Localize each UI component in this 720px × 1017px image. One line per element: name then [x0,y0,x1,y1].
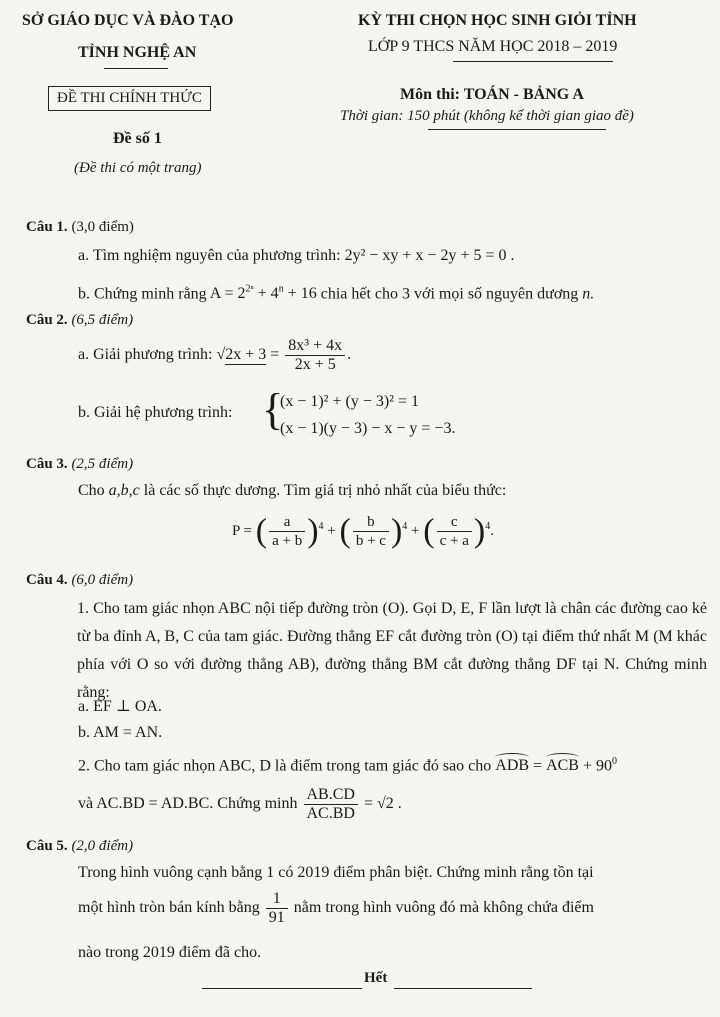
q1a [78,247,515,265]
q2a-text: a. Giải phương trình: [78,346,213,364]
q1b [78,284,594,303]
header-rule-left [104,68,168,69]
q3-exp2: 4 [402,520,408,532]
official-box: ĐỀ THI CHÍNH THỨC [48,86,211,111]
q3-heading [26,456,133,473]
q3-f1n: a [269,513,305,532]
q3-plus2: + [411,522,420,539]
q3-f2d: b + c [355,533,386,549]
q2a-num: 8x³ + 4x [285,337,345,356]
q5-line1: Trong hình vuông cạnh bằng 1 có 2019 điểm phân biệt. Chứng minh rằng tồn tại [78,864,594,881]
q5-l2b: nằm trong hình vuông đó mà không chứa điểm [293,899,594,917]
paren-open-2: ( [339,512,351,550]
q2a-eq: = [270,346,280,364]
end-mark: Hết [364,970,388,986]
q2-heading [26,312,133,329]
dept-line1: SỞ GIÁO DỤC VÀ ĐÀO TẠO [22,12,234,29]
q5-l2a: một hình tròn bán kính bằng [78,899,260,917]
paren-close-1: ) [307,512,319,550]
q3-P: P = [232,522,252,539]
q1-heading [26,219,134,236]
q3-formula [232,513,494,550]
exam-code: Đề số 1 [113,130,162,147]
dept-line2: TỈNH NGHỆ AN [78,44,197,61]
q5-line3: nào trong 2019 điểm đã cho. [78,944,262,961]
q3-end: . [490,522,494,539]
subject: Môn thi: TOÁN - BẢNG A [400,86,584,103]
q3-exp3: 4 [485,520,491,532]
q5-label: Câu 5. [26,838,68,854]
q3-frac2 [353,513,389,550]
q5-num: 1 [266,890,288,909]
header-rule-right [453,61,613,62]
q1b-text2: chia hết cho 3 với mọi số nguyên dương [320,285,579,303]
q1b-exp2: n [278,284,284,295]
q2a-sqrt: √2x + 3 [216,346,267,364]
q1a-formula: 2y² − xy + x − 2y + 5 = 0 . [344,247,515,264]
q2a [78,337,351,374]
q3-exp1: 4 [318,520,324,532]
q2b-text: b. Giải hệ phương trình: [78,404,233,421]
q3-f2n: b [353,513,389,532]
q2b-eq1: (x − 1)² + (y − 3)² = 1 [280,393,419,410]
q4-p2-plus: + 90 [582,757,613,775]
q5-line2 [78,890,594,927]
header-rule-time [428,129,606,130]
q4-p1: 1. Cho tam giác nhọn ABC nội tiếp đường tròn (O). Gọi D, E, F lần lượt là chân các đường cao kẻ từ ba đỉnh A, B, C của tam giác. Đường thẳng EF cắt đường tròn (O) tại điểm thứ nhất M (M khác phía với O so với đường thẳng AB), đường thẳng BM cắt đường thẳng DF tại N. Chứng minh rằng: [77,600,707,701]
q3-frac3 [437,513,472,550]
q3-label: Câu 3. [26,456,68,472]
q1-points: (3,0 điểm) [71,219,134,235]
q4-angle-acb: ACB [546,757,579,775]
paren-open-3: ( [423,512,435,550]
pages-note: (Đề thi có một trang) [74,160,202,176]
q2a-radicand: 2x + 3 [225,346,267,364]
paren-open-1: ( [255,512,268,550]
q3-frac1 [269,513,305,550]
q2a-frac [285,337,345,374]
q4-angle-adb: ADB [495,757,530,775]
q2a-den: 2x + 5 [294,356,336,373]
q4-p3-den: AC.BD [306,805,355,822]
q4-p3-num: AB.CD [304,786,358,805]
footer-rule-right [394,988,532,989]
paren-close-2: ) [390,512,403,550]
q4-p3-frac [304,786,358,823]
q4-heading [26,572,133,589]
exam-subtitle: LỚP 9 THCS NĂM HỌC 2018 – 2019 [368,38,618,55]
q1b-text1: b. Chứng minh rằng [78,285,207,303]
exam-time: Thời gian: 150 phút (không kể thời gian giao đề) [340,108,634,124]
q1b-A: A = 2 [209,285,246,303]
q4-p2-eq: = [533,757,543,775]
q1b-plus: + 4 [257,285,279,303]
q1-label: Câu 1. [26,219,68,235]
q3-text2: là các số thực dương. Tìm giá trị nhỏ nhất của biểu thức: [143,482,507,499]
q3-points: (2,5 điểm) [71,456,134,472]
q5-points: (2,0 điểm) [71,838,134,854]
q3-f1d: a + b [272,533,303,549]
q2b-eq2: (x − 1)(y − 3) − x − y = −3. [280,420,456,437]
q1b-exp1: 2ⁿ [245,284,254,295]
q3-f3n: c [437,513,472,532]
q5-heading [26,838,133,855]
q4-a: a. EF ⊥ OA. [78,698,162,715]
q5-den: 91 [268,909,285,926]
q1a-text: a. Tìm nghiệm nguyên của phương trình: [78,247,341,264]
q3-text1: Cho [78,482,105,499]
exam-title: KỲ THI CHỌN HỌC SINH GIỎI TỈNH [358,12,637,29]
q1b-n: n. [582,285,595,303]
q4-p2 [78,756,617,775]
q3-plus1: + [327,522,336,539]
q1b-tail: + 16 [287,285,317,303]
q4-p3-eq: = √2 . [363,795,402,813]
q4-label: Câu 4. [26,572,68,588]
footer-rule-left [202,988,362,989]
q3-text [78,482,506,500]
q2b-brace: { [262,385,284,434]
q3-vars: a,b,c [108,482,140,499]
q1b-formula [210,285,317,302]
q2a-dot: . [347,346,352,364]
q5-frac [266,890,288,927]
q4-p3-text: và AC.BD = AD.BC. Chứng minh [78,795,298,813]
q4-points: (6,0 điểm) [71,572,134,588]
q4-p3 [78,786,402,823]
q3-f3d: c + a [439,533,469,549]
q2-points: (6,5 điểm) [71,312,134,328]
q2-label: Câu 2. [26,312,68,328]
q4-p2-text: 2. Cho tam giác nhọn ABC, D là điểm trong tam giác đó sao cho [78,757,492,775]
q4-b: b. AM = AN. [78,724,163,741]
paren-close-3: ) [473,512,486,550]
q4-p2-deg: 0 [612,756,618,767]
